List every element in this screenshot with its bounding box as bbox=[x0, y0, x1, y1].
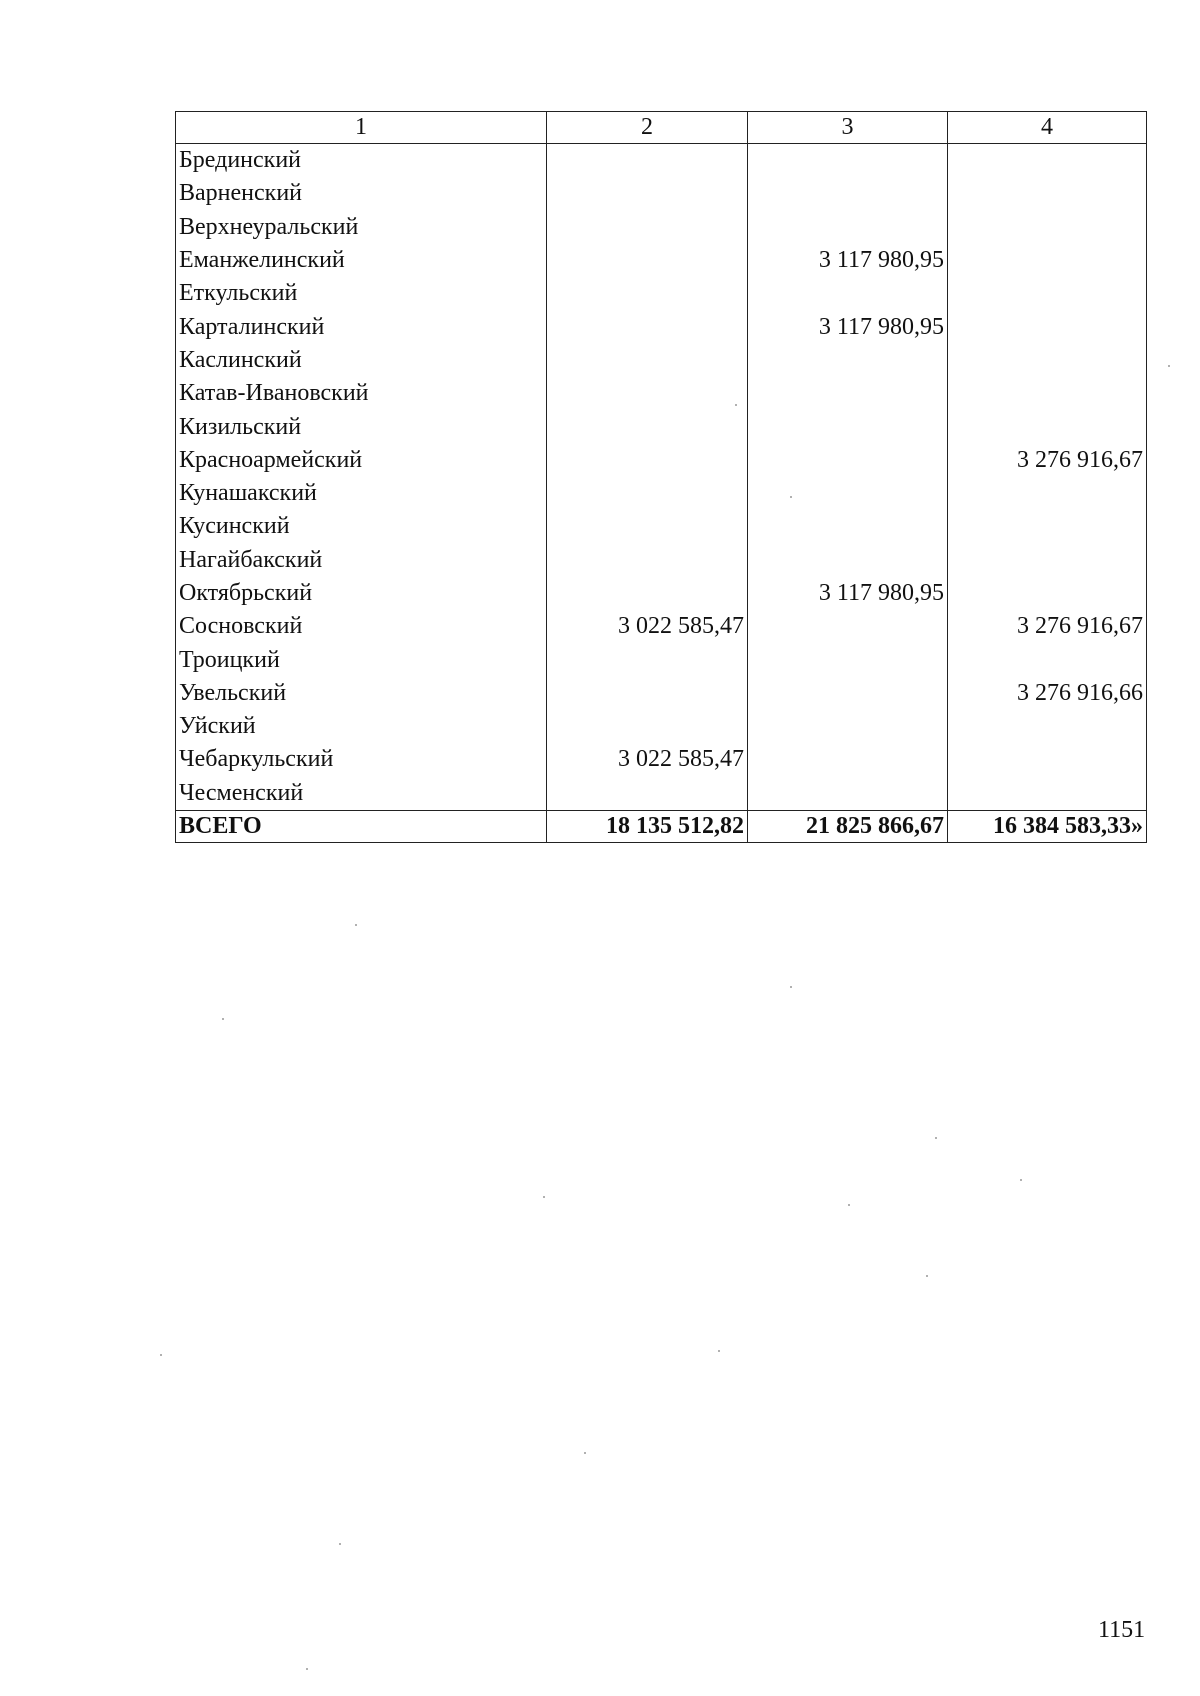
value-col-3 bbox=[748, 743, 948, 776]
district-name: Чебаркульский bbox=[176, 743, 547, 776]
scan-speck bbox=[735, 404, 737, 406]
district-name: Красноармейский bbox=[176, 444, 547, 477]
value-col-2: 3 022 585,47 bbox=[547, 610, 748, 643]
district-name: Сосновский bbox=[176, 610, 547, 643]
value-col-4 bbox=[948, 544, 1147, 577]
value-col-4 bbox=[948, 377, 1147, 410]
value-col-4: 3 276 916,67 bbox=[948, 610, 1147, 643]
value-col-3 bbox=[748, 377, 948, 410]
scan-speck bbox=[790, 986, 792, 988]
table-body bbox=[176, 144, 1147, 811]
table-row bbox=[176, 610, 1147, 643]
table-row bbox=[176, 211, 1147, 244]
table-row bbox=[176, 377, 1147, 410]
scan-speck bbox=[935, 1137, 937, 1139]
value-col-3 bbox=[748, 211, 948, 244]
table-row bbox=[176, 710, 1147, 743]
value-col-2 bbox=[547, 310, 748, 343]
scan-speck bbox=[355, 924, 357, 926]
value-col-2 bbox=[547, 177, 748, 210]
budget-table bbox=[175, 111, 1147, 843]
scan-speck bbox=[339, 1543, 341, 1545]
value-col-3: 3 117 980,95 bbox=[748, 244, 948, 277]
table-row bbox=[176, 310, 1147, 343]
value-col-4: 3 276 916,67 bbox=[948, 444, 1147, 477]
district-name: Чесменский bbox=[176, 777, 547, 811]
value-col-3: 3 117 980,95 bbox=[748, 310, 948, 343]
value-col-2 bbox=[547, 144, 748, 178]
value-col-3 bbox=[748, 544, 948, 577]
value-col-3 bbox=[748, 477, 948, 510]
value-col-3 bbox=[748, 344, 948, 377]
table-row bbox=[176, 410, 1147, 443]
header-row bbox=[176, 112, 1147, 144]
header-col-4: 4 bbox=[948, 112, 1147, 144]
table-row bbox=[176, 177, 1147, 210]
scan-speck bbox=[926, 1275, 928, 1277]
value-col-2 bbox=[547, 577, 748, 610]
value-col-4 bbox=[948, 710, 1147, 743]
value-col-2 bbox=[547, 344, 748, 377]
header-col-2: 2 bbox=[547, 112, 748, 144]
district-name: Увельский bbox=[176, 677, 547, 710]
table-row bbox=[176, 743, 1147, 776]
scan-speck bbox=[222, 1018, 224, 1020]
value-col-4 bbox=[948, 211, 1147, 244]
value-col-3 bbox=[748, 410, 948, 443]
value-col-3 bbox=[748, 444, 948, 477]
total-row bbox=[176, 810, 1147, 842]
value-col-4 bbox=[948, 743, 1147, 776]
table-footer bbox=[176, 810, 1147, 842]
value-col-4: 3 276 916,66 bbox=[948, 677, 1147, 710]
value-col-4 bbox=[948, 344, 1147, 377]
value-col-2 bbox=[547, 410, 748, 443]
district-name: Каслинский bbox=[176, 344, 547, 377]
district-name: Уйский bbox=[176, 710, 547, 743]
district-name: Варненский bbox=[176, 177, 547, 210]
table-header bbox=[176, 112, 1147, 144]
district-name: Еткульский bbox=[176, 277, 547, 310]
district-name: Карталинский bbox=[176, 310, 547, 343]
value-col-4 bbox=[948, 643, 1147, 676]
header-col-1: 1 bbox=[176, 112, 547, 144]
value-col-4 bbox=[948, 244, 1147, 277]
value-col-2: 3 022 585,47 bbox=[547, 743, 748, 776]
value-col-3 bbox=[748, 510, 948, 543]
table-row bbox=[176, 144, 1147, 178]
scan-speck bbox=[1168, 365, 1170, 367]
value-col-2 bbox=[547, 211, 748, 244]
table-row bbox=[176, 277, 1147, 310]
value-col-3 bbox=[748, 710, 948, 743]
district-name: Октябрьский bbox=[176, 577, 547, 610]
page-number: 1151 bbox=[1098, 1617, 1146, 1643]
scan-speck bbox=[790, 496, 792, 498]
value-col-3 bbox=[748, 144, 948, 178]
value-col-4 bbox=[948, 477, 1147, 510]
table-row bbox=[176, 577, 1147, 610]
district-name: Катав-Ивановский bbox=[176, 377, 547, 410]
value-col-2 bbox=[547, 544, 748, 577]
scan-speck bbox=[543, 1196, 545, 1198]
district-name: Кизильский bbox=[176, 410, 547, 443]
value-col-2 bbox=[547, 277, 748, 310]
value-col-3 bbox=[748, 643, 948, 676]
total-col-2: 18 135 512,82 bbox=[547, 810, 748, 842]
value-col-4 bbox=[948, 577, 1147, 610]
district-name: Брединский bbox=[176, 144, 547, 178]
scan-speck bbox=[160, 1354, 162, 1356]
district-name: Нагайбакский bbox=[176, 544, 547, 577]
scan-speck bbox=[848, 1204, 850, 1206]
value-col-4 bbox=[948, 777, 1147, 811]
total-label: ВСЕГО bbox=[176, 810, 547, 842]
scan-speck bbox=[1020, 1179, 1022, 1181]
value-col-3: 3 117 980,95 bbox=[748, 577, 948, 610]
value-col-3 bbox=[748, 677, 948, 710]
value-col-4 bbox=[948, 310, 1147, 343]
table-row bbox=[176, 477, 1147, 510]
value-col-2 bbox=[547, 643, 748, 676]
district-name: Верхнеуральский bbox=[176, 211, 547, 244]
value-col-4 bbox=[948, 410, 1147, 443]
table-row bbox=[176, 677, 1147, 710]
table-row bbox=[176, 777, 1147, 811]
value-col-2 bbox=[547, 244, 748, 277]
value-col-3 bbox=[748, 177, 948, 210]
value-col-3 bbox=[748, 610, 948, 643]
table-row bbox=[176, 544, 1147, 577]
table-row bbox=[176, 244, 1147, 277]
value-col-2 bbox=[547, 677, 748, 710]
district-name: Кусинский bbox=[176, 510, 547, 543]
value-col-2 bbox=[547, 444, 748, 477]
table-row bbox=[176, 643, 1147, 676]
value-col-2 bbox=[547, 377, 748, 410]
value-col-2 bbox=[547, 510, 748, 543]
value-col-3 bbox=[748, 277, 948, 310]
value-col-2 bbox=[547, 710, 748, 743]
scan-speck bbox=[306, 1668, 308, 1670]
scan-speck bbox=[584, 1452, 586, 1454]
table-row bbox=[176, 444, 1147, 477]
value-col-4 bbox=[948, 510, 1147, 543]
table-row bbox=[176, 510, 1147, 543]
table-row bbox=[176, 344, 1147, 377]
total-col-4: 16 384 583,33» bbox=[948, 810, 1147, 842]
district-name: Троицкий bbox=[176, 643, 547, 676]
district-name: Еманжелинский bbox=[176, 244, 547, 277]
value-col-4 bbox=[948, 177, 1147, 210]
header-col-3: 3 bbox=[748, 112, 948, 144]
total-col-3: 21 825 866,67 bbox=[748, 810, 948, 842]
scan-speck bbox=[718, 1350, 720, 1352]
value-col-3 bbox=[748, 777, 948, 811]
value-col-2 bbox=[547, 477, 748, 510]
value-col-2 bbox=[547, 777, 748, 811]
district-name: Кунашакский bbox=[176, 477, 547, 510]
value-col-4 bbox=[948, 144, 1147, 178]
value-col-4 bbox=[948, 277, 1147, 310]
